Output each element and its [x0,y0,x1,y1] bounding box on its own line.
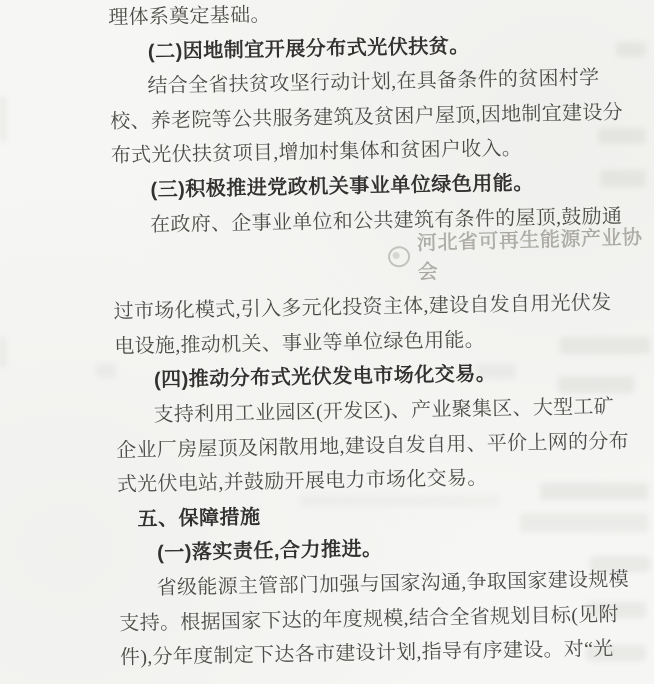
doc-line: 在政府、企事业单位和公共建筑有条件的屋顶,鼓励通 [149,205,623,236]
bleedthrough-mark [0,336,5,368]
doc-line: 支持利用工业园区(开发区)、产业聚集区、大型工矿 [153,395,615,427]
doc-line: 过市场化模式,引入多元化投资主体,建设自发自用光伏发 [113,292,612,324]
doc-line: 省级能源主管部门加强与国家沟通,争取国家建设规模 [156,568,630,600]
heading-line: (二)因地制宜开展分布式光伏扶贫。 [147,35,470,63]
doc-line: 校、养老院等公共服务建筑及贫困户屋顶,因地制宜建设分 [110,101,624,133]
doc-line: 电设施,推动机关、事业等单位绿色用能。 [114,328,486,358]
doc-line: 布式光伏扶贫项目,增加村集体和贫困户收入。 [110,137,523,168]
heading-line: (三)积极推进党政机关事业单位绿色用能。 [150,172,534,202]
doc-line: 式光伏电站,并鼓励开展电力市场化交易。 [116,467,488,497]
doc-line: 理体系奠定基础。 [108,4,271,30]
section-heading-line: 五、保障措施 [137,506,261,531]
doc-line: 支持。根据国家下达的年度规模,结合全省规划目标(见附 [119,603,619,635]
watermark-text: 河北省可再生能源产业协会 [416,226,643,284]
doc-line: 件),分年度制定下达各市建设计划,指导有序建设。对“光 [119,637,614,670]
heading-line: (一)落实责任,合力推进。 [156,538,383,565]
doc-line: 结合全省扶贫攻坚行动计划,在具备条件的贫困村学 [147,67,600,98]
doc-line: 企业厂房屋顶及闲散用地,建设自发自用、平价上网的分布 [116,430,630,462]
heading-line: (四)推动分布式光伏发电市场化交易。 [153,363,497,392]
